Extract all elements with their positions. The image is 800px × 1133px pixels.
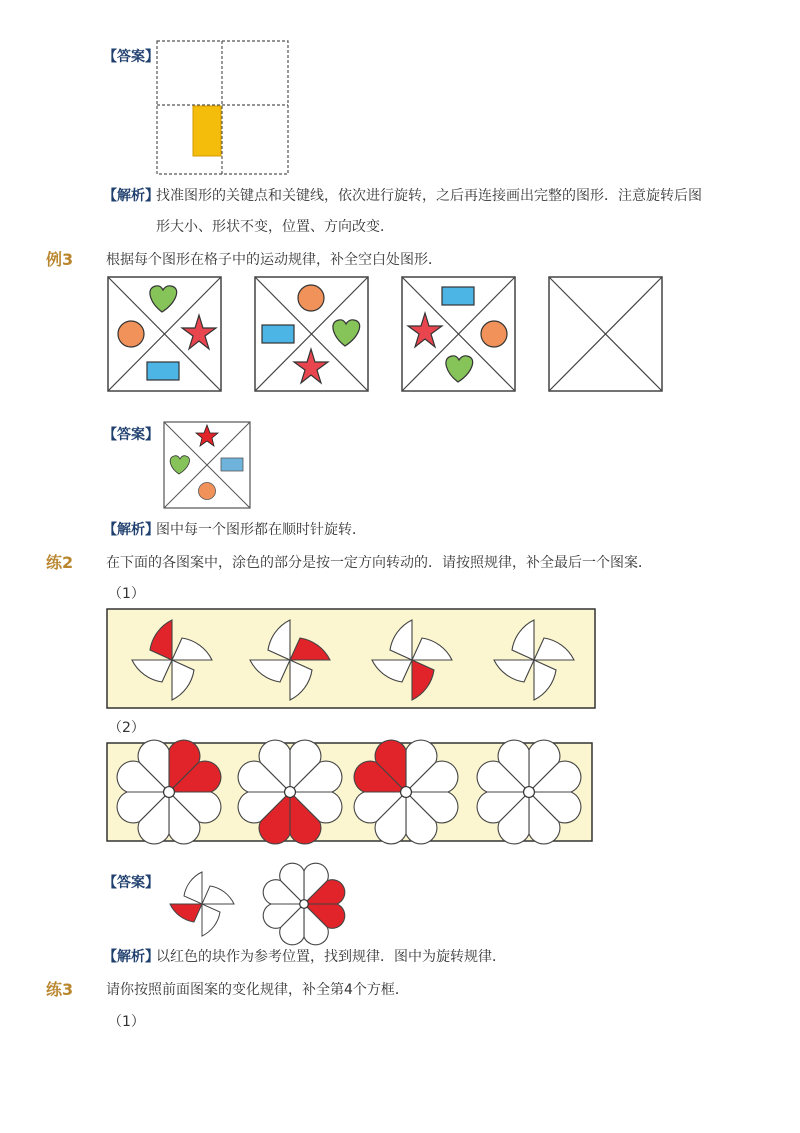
flower-panel (106, 742, 593, 842)
yellow-rectangle (193, 106, 221, 156)
orange-circle (481, 321, 507, 347)
flower-center (300, 900, 309, 909)
analysis-line-2: 形大小、形状不变，位置、方向改变． (156, 219, 394, 235)
blue-rectangle (221, 458, 243, 471)
practice-2-label: 练2 (46, 553, 74, 572)
blue-rectangle (262, 325, 294, 343)
blue-rectangle (442, 287, 474, 305)
flower-center (524, 787, 535, 798)
blue-rectangle (147, 362, 179, 380)
practice-3-part-1-label: （1） (108, 1014, 145, 1030)
practice-2-analysis: 以红色的块作为参考位置，找到规律．图中为旋转规律． (156, 949, 506, 965)
practice2-answer-pinwheel (166, 868, 238, 940)
practice-3-question: 请你按照前面图案的变化规律，补全第4个方框． (106, 982, 409, 998)
practice-2-analysis-tag: 【解析】 (103, 949, 159, 965)
practice-2-part-1-label: （1） (108, 586, 145, 602)
example-3-label: 例3 (46, 250, 74, 269)
flower-center (285, 787, 296, 798)
example3-box-3 (401, 276, 517, 392)
example3-box-2 (254, 276, 370, 392)
analysis-line-1: 找准图形的关键点和关键线，依次进行旋转，之后再连接画出完整的图形．注意旋转后图 (156, 188, 702, 204)
example-3-analysis: 图中每一个图形都在顺时针旋转． (156, 522, 366, 538)
answer-tag: 【答案】 (103, 49, 159, 65)
practice-3-label: 练3 (46, 980, 74, 999)
example-3-analysis-tag: 【解析】 (103, 522, 159, 538)
example3-box-1 (107, 276, 223, 392)
example-3-question: 根据每个图形在格子中的运动规律，补全空白处图形． (106, 252, 442, 268)
orange-circle (298, 285, 324, 311)
practice-2-part-2-label: （2） (108, 720, 145, 736)
practice-2-answer-tag: 【答案】 (103, 875, 159, 891)
practice-2-question: 在下面的各图案中，涂色的部分是按一定方向转动的．请按照规律，补全最后一个图案． (106, 555, 652, 571)
pinwheel-panel (106, 608, 596, 709)
example-3-answer-tag: 【答案】 (103, 427, 159, 443)
orange-circle (199, 483, 216, 500)
orange-circle (118, 321, 144, 347)
answer-grid-figure (156, 40, 290, 176)
flower-center (401, 787, 412, 798)
practice2-answer-flower (268, 868, 340, 940)
flower-center (164, 787, 175, 798)
analysis-tag: 【解析】 (103, 188, 159, 204)
example3-answer-box (163, 421, 252, 509)
answer-flower (263, 863, 345, 945)
example3-box-4-blank (548, 276, 664, 392)
